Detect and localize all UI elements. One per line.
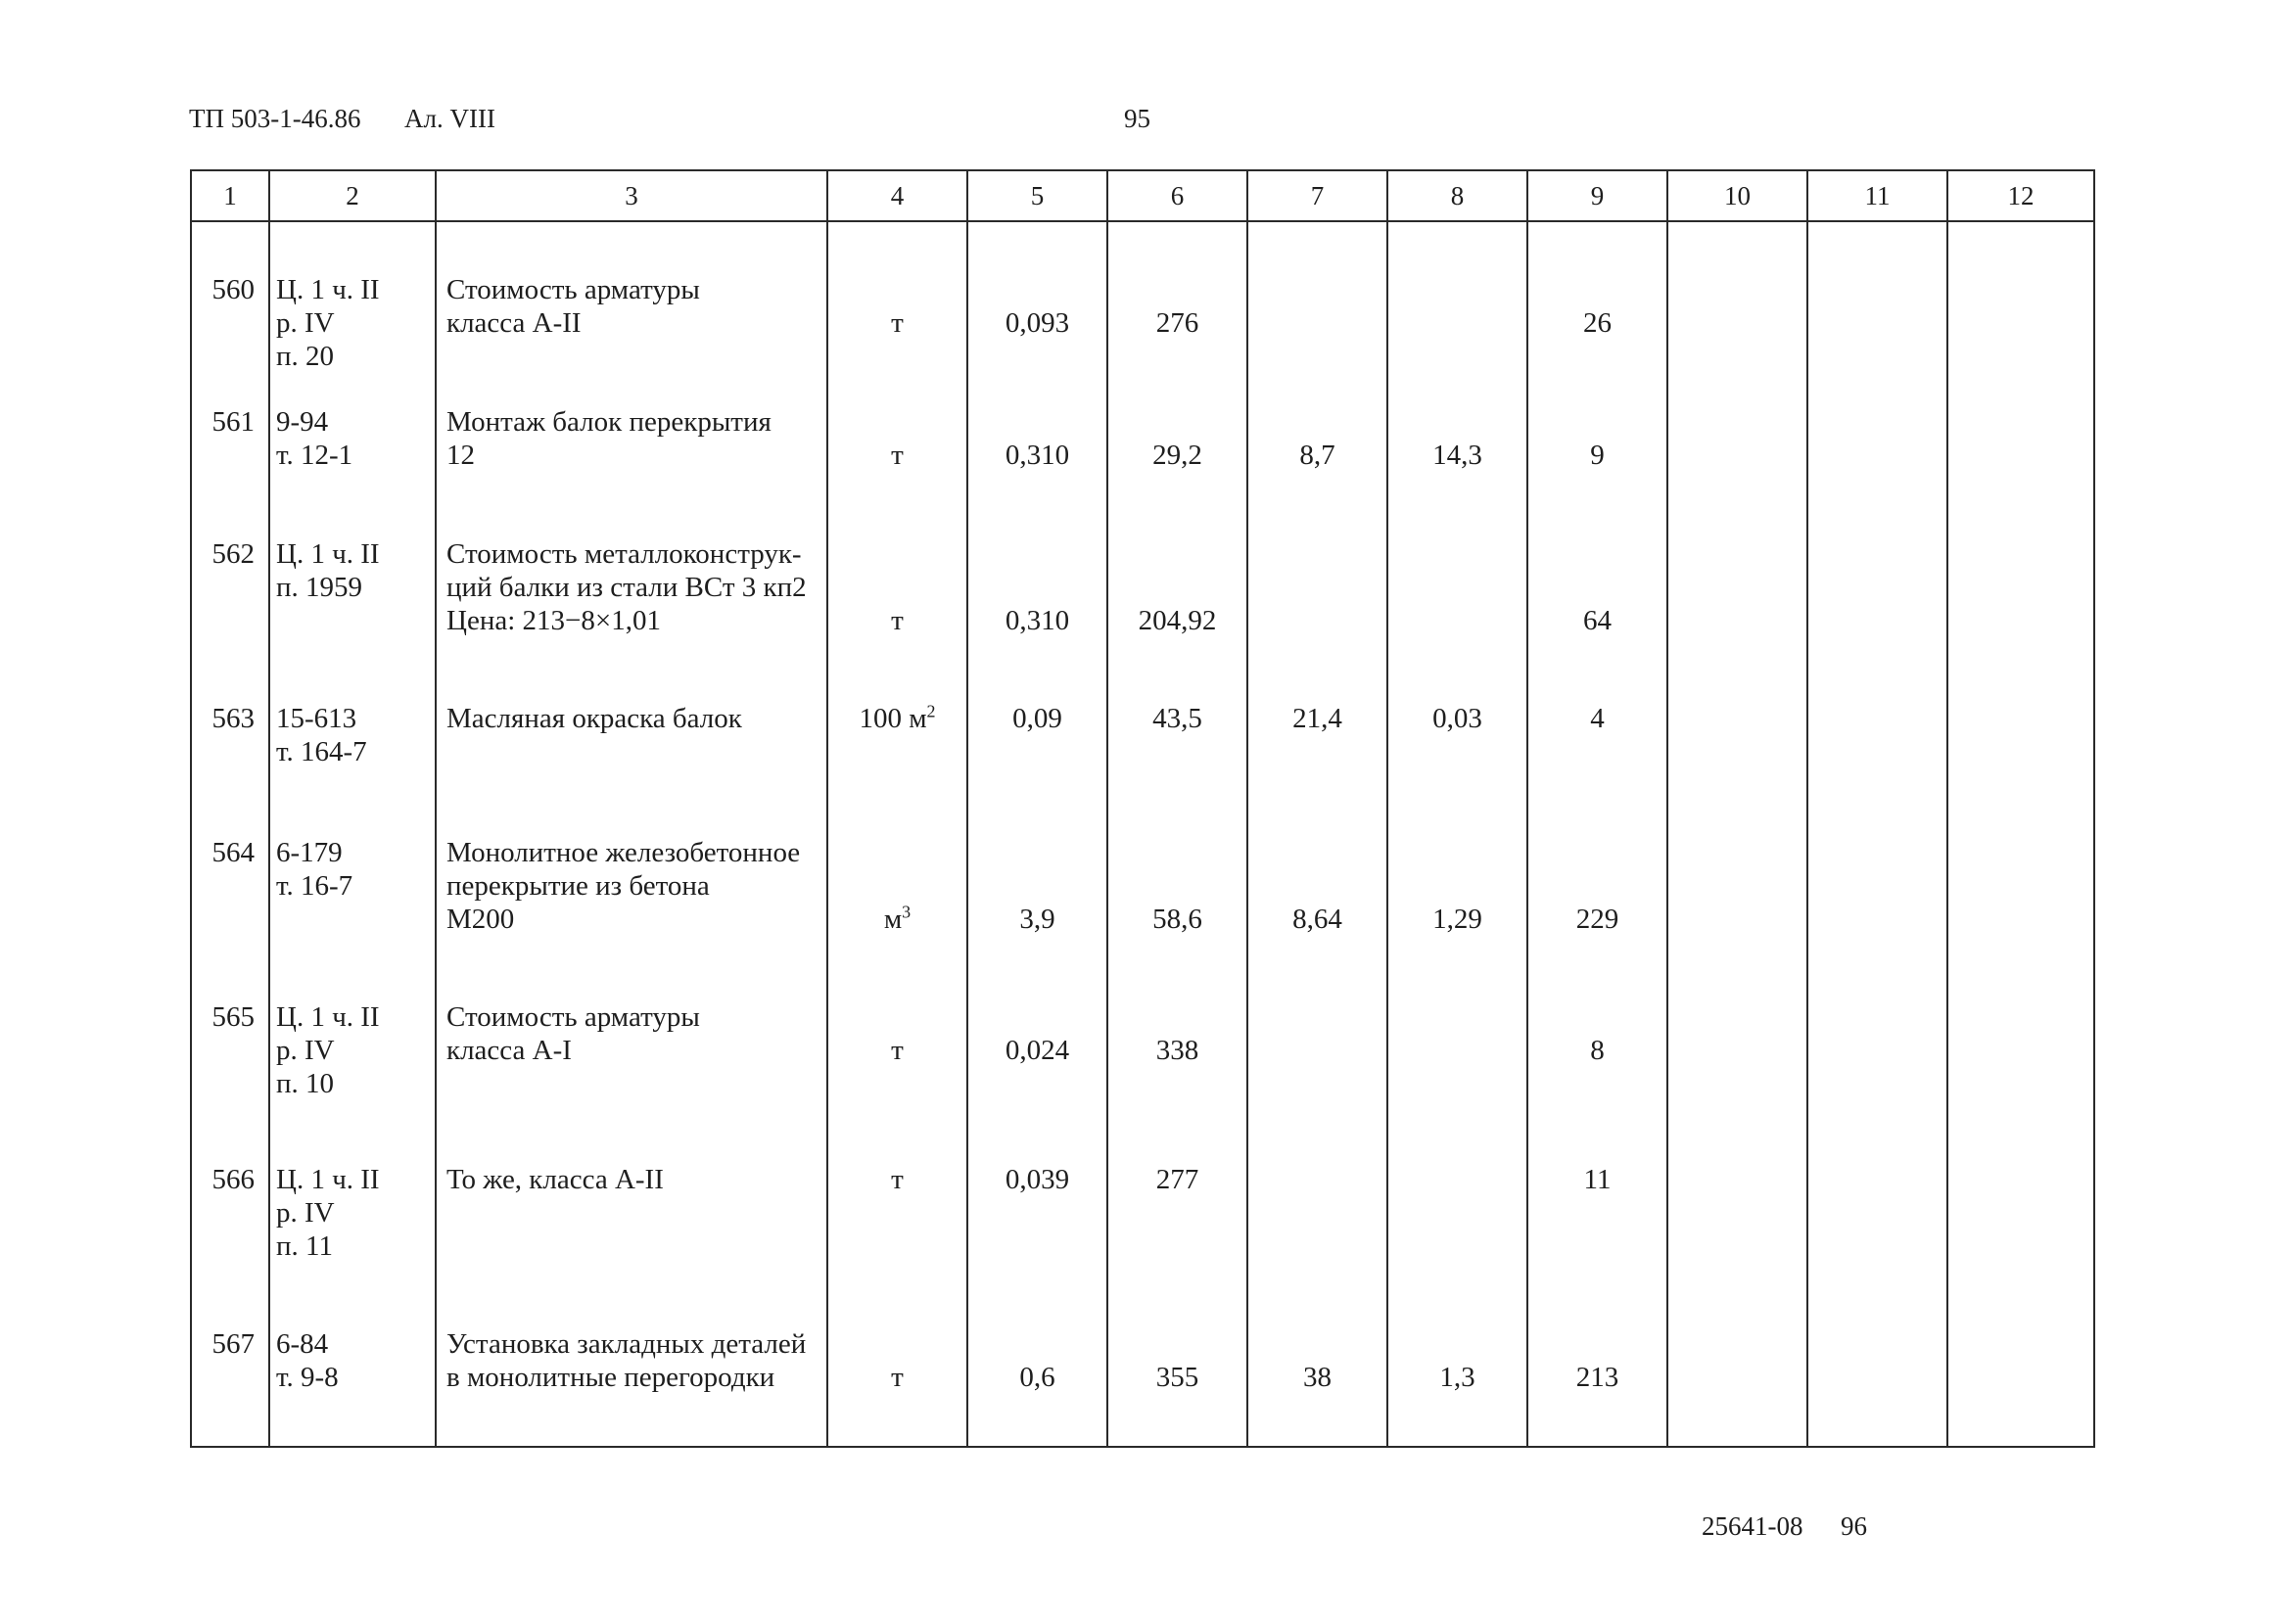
row-number: 564	[211, 837, 255, 868]
table-row	[191, 1306, 2094, 1447]
unit-cell: 100 $м^2$	[859, 701, 936, 734]
column-9-cell: 213	[1575, 1362, 1619, 1393]
work-description: Масляная окраска балок	[446, 703, 742, 734]
column-7-cell: 38	[1303, 1362, 1332, 1393]
row-number: 563	[211, 703, 255, 734]
price-reference: Ц. 1 ч. II р. IV п. 10	[276, 1001, 380, 1099]
unit-price-cell: 355	[1155, 1362, 1199, 1393]
quantity-cell: 0,09	[1012, 703, 1062, 734]
column-7-cell: 8,64	[1292, 904, 1342, 935]
quantity-cell: 0,310	[1005, 440, 1070, 471]
column-header: 1	[191, 170, 269, 221]
column-header: 5	[967, 170, 1107, 221]
unit-cell: т	[891, 440, 904, 471]
column-9-cell: 11	[1583, 1164, 1612, 1195]
unit-price-cell: 43,5	[1152, 703, 1202, 734]
column-header: 6	[1107, 170, 1247, 221]
unit-cell: т	[891, 307, 904, 339]
estimate-table	[190, 169, 2095, 1448]
column-number-header-row	[191, 170, 2094, 221]
row-number: 562	[211, 538, 255, 570]
row-number: 567	[211, 1328, 255, 1360]
price-reference: 6-179 т. 16-7	[276, 837, 353, 902]
price-reference: Ц. 1 ч. II р. IV п. 20	[276, 274, 380, 372]
unit-cell: т	[891, 605, 904, 636]
price-reference: 15-613 т. 164-7	[276, 703, 367, 767]
table-row	[191, 981, 2094, 1143]
table-row	[191, 1143, 2094, 1306]
document-code: ТП 503-1-46.86	[189, 104, 361, 133]
unit-price-cell: 204,92	[1138, 605, 1217, 636]
table-row	[191, 518, 2094, 684]
column-9-cell: 64	[1583, 605, 1612, 636]
column-8-cell: 1,29	[1432, 904, 1482, 935]
column-header: 9	[1527, 170, 1667, 221]
quantity-cell: 0,6	[1019, 1362, 1055, 1393]
column-9-cell: 9	[1590, 440, 1605, 471]
unit-price-cell: 277	[1155, 1164, 1199, 1195]
quantity-cell: 0,093	[1005, 307, 1070, 339]
price-reference: 6-84 т. 9-8	[276, 1328, 339, 1393]
unit-cell: т	[891, 1164, 904, 1195]
unit-cell: т	[891, 1362, 904, 1393]
work-description: Монолитное железобетонное перекрытие из бетона М200	[446, 837, 801, 935]
page-number: 95	[1124, 104, 1150, 133]
column-header: 8	[1387, 170, 1527, 221]
column-header: 10	[1667, 170, 1807, 221]
unit-price-cell: 276	[1155, 307, 1199, 339]
work-description: Стоимость арматуры класса А-II	[446, 274, 700, 339]
row-number: 561	[211, 406, 255, 438]
price-reference: 9-94 т. 12-1	[276, 406, 353, 471]
work-description: То же, класса А-II	[446, 1164, 664, 1195]
unit-price-cell: 338	[1155, 1035, 1199, 1066]
column-header: 7	[1247, 170, 1387, 221]
unit-price-cell: 29,2	[1152, 440, 1202, 471]
column-7-cell: 8,7	[1299, 440, 1335, 471]
work-description: Монтаж балок перекрытия 12	[446, 406, 772, 471]
column-9-cell: 4	[1590, 703, 1605, 734]
quantity-cell: 0,024	[1005, 1035, 1070, 1066]
sheet-page-number: 96	[1841, 1511, 1867, 1541]
work-description: Стоимость металлоконструк- ций балки из стали ВСт 3 кп2 Цена: 213−8×1,01	[446, 538, 807, 636]
work-description: Установка закладных деталей в монолитные перегородки	[446, 1328, 807, 1393]
column-9-cell: 26	[1583, 307, 1612, 339]
column-header: 3	[436, 170, 827, 221]
column-8-cell: 14,3	[1432, 440, 1482, 471]
row-number: 560	[211, 274, 255, 305]
unit-cell: т	[891, 1035, 904, 1066]
column-header: 4	[827, 170, 967, 221]
document-number: 25641-08	[1702, 1511, 1803, 1541]
work-description: Стоимость арматуры класса А-I	[446, 1001, 700, 1066]
price-reference: Ц. 1 ч. II п. 1959	[276, 538, 380, 603]
row-number: 566	[211, 1164, 255, 1195]
quantity-cell: 3,9	[1019, 904, 1055, 935]
row-number: 565	[211, 1001, 255, 1033]
column-9-cell: 229	[1575, 904, 1619, 935]
column-header: 2	[269, 170, 436, 221]
table-row	[191, 386, 2094, 518]
column-8-cell: 0,03	[1432, 703, 1482, 734]
quantity-cell: 0,039	[1005, 1164, 1070, 1195]
table-row	[191, 221, 2094, 386]
column-7-cell: 21,4	[1292, 703, 1342, 734]
column-8-cell: 1,3	[1439, 1362, 1475, 1393]
unit-cell: $м^3$	[883, 902, 912, 935]
table-row	[191, 814, 2094, 981]
price-reference: Ц. 1 ч. II р. IV п. 11	[276, 1164, 380, 1262]
column-9-cell: 8	[1590, 1035, 1605, 1066]
column-header: 12	[1947, 170, 2094, 221]
unit-price-cell: 58,6	[1152, 904, 1202, 935]
album-number: Ал. VIII	[404, 104, 495, 133]
column-header: 11	[1807, 170, 1947, 221]
table-row	[191, 684, 2094, 814]
quantity-cell: 0,310	[1005, 605, 1070, 636]
